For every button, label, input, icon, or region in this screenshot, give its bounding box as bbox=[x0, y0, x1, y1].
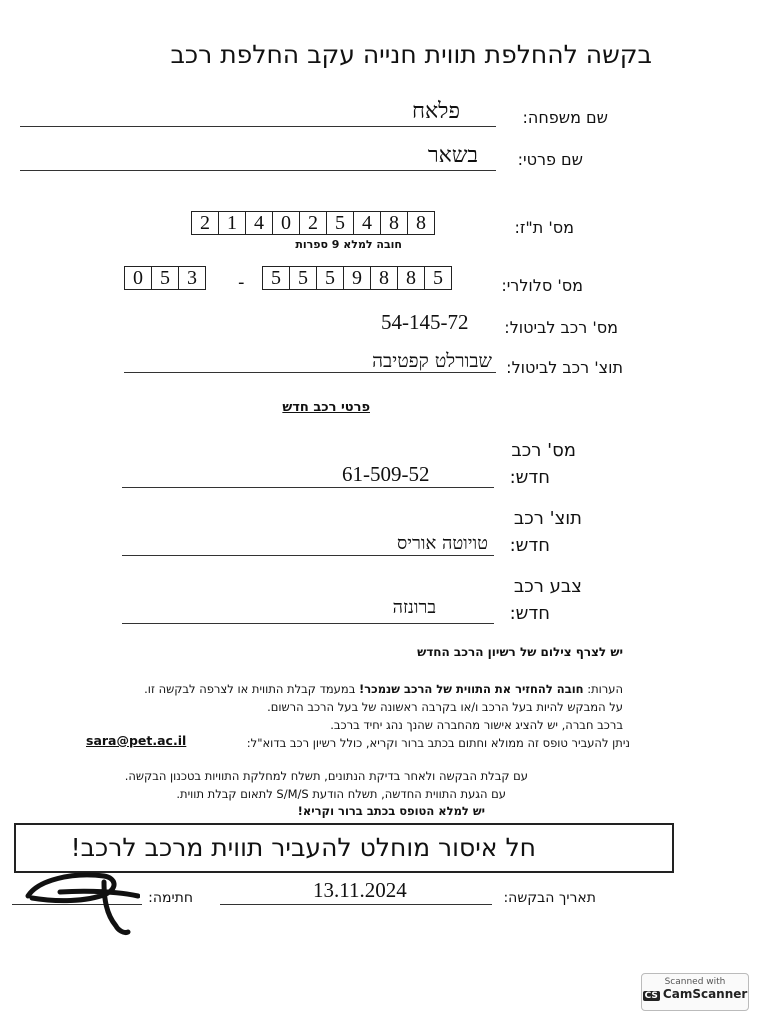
new-car-number-label-line2: חדש: bbox=[509, 467, 550, 488]
phone-dash: - bbox=[238, 272, 245, 293]
notes-line-5: עם קבלת הבקשה ולאחר בדיקת הנתונים, תשלח למחלקת התוויות בטכנון הבקשה. bbox=[124, 769, 528, 783]
notes-rest: במעמד קבלת התווית או לצרפה לבקשה זו. bbox=[144, 682, 360, 696]
last-name-value: פלאח bbox=[411, 99, 460, 124]
id-note: חובה למלא 9 ספרות bbox=[295, 238, 402, 251]
new-car-number-underline bbox=[122, 487, 494, 488]
phone-digit: 5 bbox=[151, 267, 178, 289]
new-car-model-label-line2: חדש: bbox=[509, 535, 550, 556]
id-digit: 2 bbox=[200, 212, 210, 234]
phone-digit: 0 bbox=[133, 267, 143, 289]
new-car-section-title: פרטי רכב חדש bbox=[282, 400, 370, 415]
new-car-model-label: תוצ' רכב bbox=[513, 508, 582, 529]
notes-line-3: ברכב חברה, יש להציג אישור מהחברה שהנך נהג יחיד ברכב. bbox=[330, 718, 623, 732]
phone-digit: 9 bbox=[343, 267, 370, 289]
id-digit: 2 bbox=[299, 212, 326, 234]
phone-digit: 8 bbox=[370, 267, 397, 289]
warning-text: חל איסור מוחלט להעביר תווית מרכב לרכב! bbox=[70, 833, 536, 862]
last-name-underline bbox=[20, 126, 496, 127]
handwritten-signature bbox=[20, 858, 140, 938]
scanner-line2 bbox=[642, 987, 748, 1001]
notes-line-6: עם הגעת התווית החדשה, תשלח הודעת S/M/S לתאום קבלת תווית. bbox=[176, 787, 506, 801]
signature-label: חתימה: bbox=[148, 890, 193, 906]
id-digit-boxes[interactable] bbox=[191, 211, 435, 235]
new-car-color-underline bbox=[122, 623, 494, 624]
phone-prefix-boxes[interactable] bbox=[124, 266, 206, 290]
camscanner-logo-icon: CS bbox=[644, 991, 658, 1001]
notes-prefix: הערות: bbox=[583, 682, 623, 696]
id-digit: 4 bbox=[245, 212, 272, 234]
form-title: בקשה להחלפת תווית חנייה עקב החלפת רכב bbox=[170, 40, 652, 69]
new-car-model-underline bbox=[122, 555, 494, 556]
id-label: מס' ת"ז: bbox=[514, 218, 574, 237]
new-car-color-value: ברונזה bbox=[392, 597, 436, 618]
phone-digit: 5 bbox=[289, 267, 316, 289]
id-digit: 8 bbox=[407, 212, 434, 234]
phone-digit: 5 bbox=[316, 267, 343, 289]
email-link[interactable]: sara@pet.ac.il bbox=[86, 733, 187, 748]
id-digit: 8 bbox=[380, 212, 407, 234]
cancel-car-model-value: שבורלט קפטיבה bbox=[372, 350, 492, 372]
scanner-line1: Scanned with bbox=[664, 977, 726, 987]
cancel-car-number-label: מס' רכב לביטול: bbox=[504, 318, 618, 337]
notes-line-4: ניתן להעביר טופס זה ממולא וחתום בכתב ברור וקריא, כולל רשיון רכב בדוא"ל: bbox=[246, 736, 630, 750]
notes-line-1 bbox=[144, 680, 623, 698]
date-underline bbox=[220, 904, 492, 905]
id-digit: 5 bbox=[326, 212, 353, 234]
notes-bold: חובה להחזיר את התווית של הרכב שנמכר! bbox=[359, 682, 584, 696]
first-name-underline bbox=[20, 170, 496, 171]
first-name-value: בשאר bbox=[427, 143, 478, 168]
date-value: 13.11.2024 bbox=[313, 878, 407, 902]
phone-label: מס' סלולרי: bbox=[501, 276, 583, 295]
notes-line-7: יש למלא הטופס בכתב ברור וקריא! bbox=[297, 804, 485, 818]
new-car-color-label-line2: חדש: bbox=[509, 603, 550, 624]
new-car-number-value: 61-509-52 bbox=[342, 462, 430, 486]
scanner-brand: CamScanner bbox=[662, 987, 748, 1001]
phone-digit: 5 bbox=[424, 267, 451, 289]
phone-digit: 5 bbox=[271, 267, 281, 289]
id-digit: 0 bbox=[272, 212, 299, 234]
cancel-car-number-value: 54-145-72 bbox=[381, 310, 469, 334]
id-digit: 1 bbox=[218, 212, 245, 234]
license-note: יש לצרף צילום של רשיון הרכב החדש bbox=[417, 645, 623, 659]
date-label: תאריך הבקשה: bbox=[503, 890, 596, 906]
phone-number-boxes[interactable] bbox=[262, 266, 452, 290]
first-name-label: שם פרטי: bbox=[517, 150, 583, 169]
phone-digit: 3 bbox=[178, 267, 205, 289]
cancel-car-model-underline bbox=[124, 372, 496, 373]
new-car-color-label: צבע רכב bbox=[513, 576, 582, 597]
phone-digit: 8 bbox=[397, 267, 424, 289]
id-digit: 4 bbox=[353, 212, 380, 234]
new-car-number-label: מס' רכב bbox=[511, 440, 576, 461]
new-car-model-value: טויוטה אוריס bbox=[397, 533, 488, 554]
last-name-label: שם משפחה: bbox=[522, 108, 608, 127]
notes-line-2: על המבקש להיות בעל הרכב ו/או בקרבה ראשונה של בעל הרכב הרשום. bbox=[267, 700, 623, 714]
cancel-car-model-label: תוצ' רכב לביטול: bbox=[506, 358, 623, 377]
camscanner-badge bbox=[641, 973, 749, 1011]
